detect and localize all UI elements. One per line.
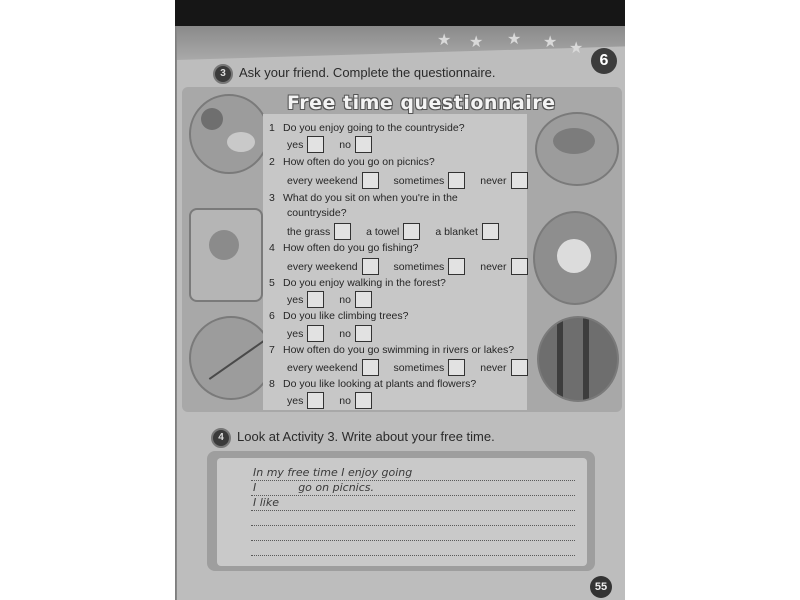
answer-row-4: every weekend sometimes never bbox=[287, 258, 540, 275]
blanket-illustration bbox=[189, 208, 263, 302]
activity-number-badge: 4 bbox=[211, 428, 231, 448]
answer-checkbox[interactable] bbox=[511, 258, 528, 275]
workbook-page bbox=[177, 26, 625, 600]
answer-row-8: yes no bbox=[287, 392, 384, 409]
star-icon: ★ bbox=[569, 40, 584, 57]
answer-checkbox[interactable] bbox=[355, 136, 372, 153]
question-3: 3 What do you sit on when you're in the bbox=[269, 192, 458, 204]
answer-checkbox[interactable] bbox=[334, 223, 351, 240]
question-4: 4 How often do you go fishing? bbox=[269, 242, 419, 254]
answer-row-6: yes no bbox=[287, 325, 384, 342]
answer-checkbox[interactable] bbox=[307, 392, 324, 409]
answer-checkbox[interactable] bbox=[448, 359, 465, 376]
flowers-illustration bbox=[533, 211, 617, 305]
activity-number-badge: 3 bbox=[213, 64, 233, 84]
unit-badge: 6 bbox=[591, 48, 617, 74]
prompt-line-3: I like bbox=[253, 496, 279, 509]
answer-checkbox[interactable] bbox=[362, 258, 379, 275]
writing-line bbox=[251, 541, 575, 556]
star-icon: ★ bbox=[469, 34, 484, 51]
answer-row-2: every weekend sometimes never bbox=[287, 172, 540, 189]
answer-checkbox[interactable] bbox=[511, 172, 528, 189]
forest-illustration bbox=[537, 316, 619, 402]
answer-checkbox[interactable] bbox=[307, 136, 324, 153]
answer-checkbox[interactable] bbox=[362, 359, 379, 376]
star-icon: ★ bbox=[507, 31, 522, 48]
question-8: 8 Do you like looking at plants and flowers? bbox=[269, 378, 477, 390]
answer-checkbox[interactable] bbox=[448, 258, 465, 275]
answer-checkbox[interactable] bbox=[511, 359, 528, 376]
answer-checkbox[interactable] bbox=[307, 291, 324, 308]
star-icon: ★ bbox=[543, 34, 558, 51]
prompt-line-1: In my free time I enjoy going bbox=[253, 466, 413, 479]
header-band bbox=[177, 26, 625, 60]
star-icon: ★ bbox=[437, 32, 452, 49]
questionnaire-title: Free time questionnaire bbox=[287, 92, 556, 114]
lake-illustration bbox=[535, 112, 619, 186]
answer-row-1: yes no bbox=[287, 136, 384, 153]
answer-row-5: yes no bbox=[287, 291, 384, 308]
question-1: 1 Do you enjoy going to the countryside? bbox=[269, 122, 465, 134]
writing-line bbox=[251, 511, 575, 526]
answer-checkbox[interactable] bbox=[448, 172, 465, 189]
question-5: 5 Do you enjoy walking in the forest? bbox=[269, 277, 446, 289]
answer-checkbox[interactable] bbox=[355, 392, 372, 409]
answer-row-7: every weekend sometimes never bbox=[287, 359, 540, 376]
answer-checkbox[interactable] bbox=[307, 325, 324, 342]
answer-checkbox[interactable] bbox=[482, 223, 499, 240]
question-3-continued: countryside? bbox=[287, 207, 347, 219]
answer-checkbox[interactable] bbox=[355, 325, 372, 342]
writing-line bbox=[251, 496, 575, 511]
answer-checkbox[interactable] bbox=[362, 172, 379, 189]
answer-row-3: the grass a towel a blanket bbox=[287, 223, 511, 240]
page-number: 55 bbox=[590, 576, 612, 598]
prompt-line-2: I go on picnics. bbox=[253, 481, 374, 494]
question-7: 7 How often do you go swimming in rivers or lakes? bbox=[269, 344, 515, 356]
activity3-instruction: Ask your friend. Complete the questionnaire. bbox=[239, 65, 496, 80]
activity4-instruction: Look at Activity 3. Write about your free time. bbox=[237, 429, 495, 444]
question-6: 6 Do you like climbing trees? bbox=[269, 310, 409, 322]
answer-checkbox[interactable] bbox=[355, 291, 372, 308]
fishing-illustration bbox=[189, 316, 273, 400]
question-2: 2 How often do you go on picnics? bbox=[269, 156, 435, 168]
picnic-illustration bbox=[189, 94, 269, 174]
answer-checkbox[interactable] bbox=[403, 223, 420, 240]
writing-line bbox=[251, 526, 575, 541]
